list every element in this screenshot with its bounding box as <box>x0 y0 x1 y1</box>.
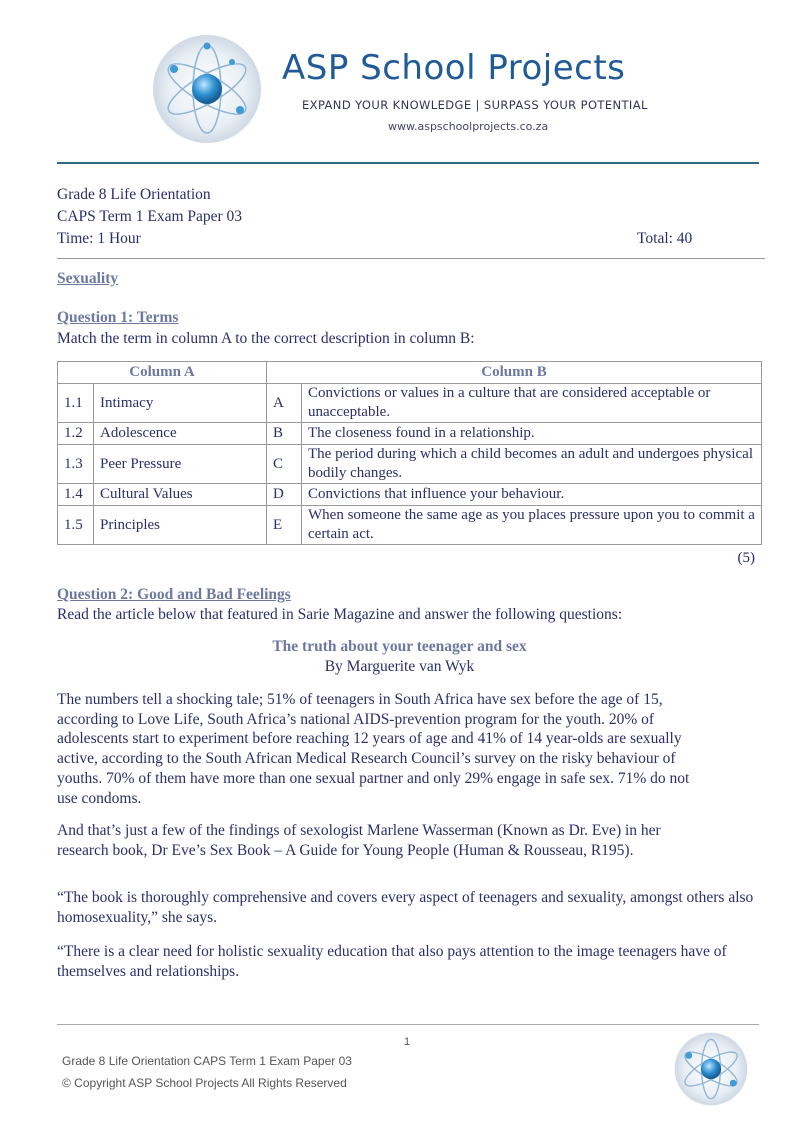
article-title: The truth about your teenager and sex <box>272 638 527 655</box>
footer-divider <box>57 1024 759 1025</box>
row-letter: E <box>267 506 302 545</box>
row-letter: A <box>267 384 302 423</box>
row-number: 1.4 <box>58 484 94 506</box>
header-divider <box>57 162 759 164</box>
table-header-row <box>58 362 762 384</box>
row-letter: B <box>267 423 302 445</box>
article-paragraph: The numbers tell a shocking tale; 51% of teenagers in South Africa have sex before the age of 15, according to Love Life, South Africa’s national AIDS-prevention program for the youth. 20% of adolescents start to experiment before reaching 12 years of age and 41% of 14 year-olds are sexually active, according to the South African Medical Research Council’s survey on the risky behaviour of youths. 70% of them have more than one sexual partner and only 29% engage in safe sex. 71% do not use condoms. <box>57 691 690 807</box>
row-number: 1.1 <box>58 384 94 423</box>
row-term: Peer Pressure <box>94 445 267 484</box>
row-description: The closeness found in a relationship. <box>302 423 762 445</box>
row-description: The period during which a child becomes an adult and undergoes physical bodily changes. <box>302 445 762 484</box>
row-description: Convictions that influence your behaviour. <box>302 484 762 506</box>
row-term: Principles <box>94 506 267 545</box>
brand-title: ASP School Projects <box>282 48 626 88</box>
page-number: 1 <box>404 1036 411 1048</box>
article-paragraph: And that’s just a few of the findings of sexologist Marlene Wasserman (Known as Dr. Eve) in her research book, Dr Eve’s Sex Book – A Guide for Young People (Human & Rousseau, R195). <box>57 822 661 859</box>
meta-grade: Grade 8 Life Orientation <box>57 186 211 203</box>
article-author: By Marguerite van Wyk <box>324 658 475 675</box>
row-letter: D <box>267 484 302 506</box>
row-term: Cultural Values <box>94 484 267 506</box>
section-title: Sexuality <box>57 270 119 287</box>
table-row <box>58 484 762 506</box>
meta-paper: CAPS Term 1 Exam Paper 03 <box>57 208 243 225</box>
atom-logo-small-icon <box>674 1032 748 1106</box>
question1-marks: (5) <box>737 550 755 566</box>
question1-instruction: Match the term in column A to the correct description in column B: <box>57 330 475 347</box>
meta-time: Time: 1 Hour <box>57 230 141 247</box>
row-description: Convictions or values in a culture that are considered acceptable or unacceptable. <box>302 384 762 423</box>
row-number: 1.5 <box>58 506 94 545</box>
row-number: 1.3 <box>58 445 94 484</box>
article-paragraph: “The book is thoroughly comprehensive and covers every aspect of teenagers and sexuality, amongst others also homosexuality,” she says. <box>57 889 754 926</box>
article-paragraph: “There is a clear need for holistic sexuality education that also pays attention to the image teenagers have of themselves and relationships. <box>57 943 727 980</box>
column-a-header: Column A <box>58 362 267 384</box>
question2-heading: Question 2: Good and Bad Feelings <box>57 586 291 603</box>
question1-heading: Question 1: Terms <box>57 309 179 326</box>
footer-title: Grade 8 Life Orientation CAPS Term 1 Exam Paper 03 <box>62 1054 352 1068</box>
table-row <box>58 445 762 484</box>
question2-instruction: Read the article below that featured in Sarie Magazine and answer the following questions: <box>57 606 623 623</box>
column-b-header: Column B <box>267 362 762 384</box>
brand-tagline: EXPAND YOUR KNOWLEDGE | SURPASS YOUR POTENTIAL <box>302 98 648 112</box>
table-row <box>58 506 762 545</box>
row-number: 1.2 <box>58 423 94 445</box>
footer-copyright: © Copyright ASP School Projects All Rights Reserved <box>62 1076 347 1090</box>
table-row <box>58 384 762 423</box>
brand-website: www.aspschoolprojects.co.za <box>388 120 549 133</box>
row-term: Intimacy <box>94 384 267 423</box>
meta-divider <box>57 258 765 259</box>
row-description: When someone the same age as you places pressure upon you to commit a certain act. <box>302 506 762 545</box>
row-term: Adolescence <box>94 423 267 445</box>
terms-table <box>57 361 762 545</box>
meta-total: Total: 40 <box>637 230 693 247</box>
atom-logo-icon <box>152 34 262 144</box>
table-row <box>58 423 762 445</box>
row-letter: C <box>267 445 302 484</box>
